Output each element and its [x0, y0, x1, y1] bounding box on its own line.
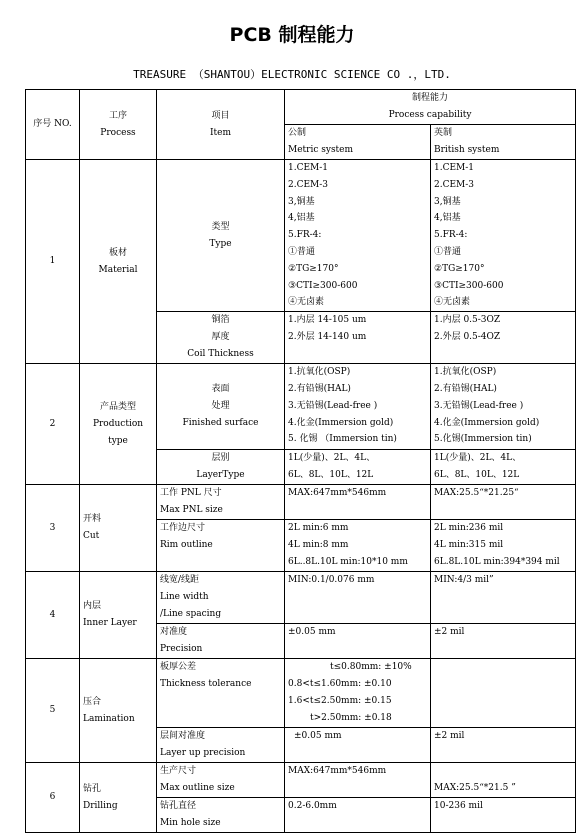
type-metric: 1.CEM-1 2.CEM-3 3,铜基 4,铝基 5.FR-4: ①普通 ②TG≥170° ③CTI≥300-600 ④无卤素: [285, 160, 431, 312]
row-no: 2: [26, 364, 80, 485]
precision-metric: ±0.05 mm: [285, 624, 431, 659]
layer-metric: 1L(少量)、2L、4L、 6L、8L、10L、12L: [285, 450, 431, 485]
hole-metric: 0.2-6.0mm: [285, 798, 431, 833]
layer-precision-british: ±2 mil: [431, 728, 576, 763]
row-no: 6: [26, 763, 80, 833]
outline-metric: MAX:647mm*546mm: [285, 763, 431, 798]
item-precision: 对准度 Precision: [157, 624, 285, 659]
hole-british: 10-236 mil: [431, 798, 576, 833]
thickness-metric: t≤0.80mm: ±10% 0.8<t≤1.60mm: ±0.10 1.6<t≤2.50mm: ±0.15 t>2.50mm: ±0.18: [285, 659, 431, 728]
item-max-outline-size: 生产尺寸 Max outline size: [157, 763, 285, 798]
header-capability: 制程能力 Process capability: [285, 90, 576, 125]
item-type: 类型 Type: [157, 160, 285, 312]
table-row: [26, 659, 576, 728]
rim-british: 2L min:236 mil 4L min:315 mil 6L.8L.10L min:394*394 mil: [431, 520, 576, 572]
row-process: 内层 Inner Layer: [80, 572, 157, 659]
item-coil-thickness: 铜箔 厚度 Coil Thickness: [157, 312, 285, 364]
rim-metric: 2L min:6 mm 4L min:8 mm 6L..8L.10L min:10*10 mm: [285, 520, 431, 572]
pnl-british: MAX:25.5“*21.25“: [431, 485, 576, 520]
table-row: [26, 572, 576, 624]
line-width-metric: MIN:0.1/0.076 mm: [285, 572, 431, 624]
coil-british: 1.内层 0.5-3OZ 2.外层 0.5-4OZ: [431, 312, 576, 364]
row-no: 4: [26, 572, 80, 659]
line-width-british: MIN:4/3 mil”: [431, 572, 576, 624]
type-british: 1.CEM-1 2.CEM-3 3,铜基 4,铝基 5.FR-4: ①普通 ②TG≥170° ③CTI≥300-600 ④无卤素: [431, 160, 576, 312]
row-process: 板材 Material: [80, 160, 157, 364]
table-row: [26, 160, 576, 312]
table-row: [26, 364, 576, 450]
row-no: 1: [26, 160, 80, 364]
row-process: 压合 Lamination: [80, 659, 157, 763]
layer-precision-metric: ±0.05 mm: [285, 728, 431, 763]
item-rim-outline: 工作边尺寸 Rim outline: [157, 520, 285, 572]
item-min-hole-size: 钻孔直径 Min hole size: [157, 798, 285, 833]
thickness-british: [431, 659, 576, 728]
item-layer-type: 层别 LayerType: [157, 450, 285, 485]
surface-british: 1.抗氧化(OSP) 2.有铅锡(HAL) 3.无铅锡(Lead-free ) 4.化金(Immersion gold) 5.化锡(Immersion tin): [431, 364, 576, 450]
pnl-metric: MAX:647mm*546mm: [285, 485, 431, 520]
capability-table-wrapper: [25, 89, 575, 833]
header-item: 项目 Item: [157, 90, 285, 160]
item-thickness-tolerance: 板厚公差 Thickness tolerance: [157, 659, 285, 728]
outline-british: MAX:25.5“*21.5 ”: [431, 763, 576, 798]
table-header-row: [26, 90, 576, 125]
header-british: 英制 British system: [431, 125, 576, 160]
table-row: [26, 763, 576, 798]
company-name: TREASURE （SHANTOU）ELECTRONIC SCIENCE CO .，LTD.: [133, 68, 451, 81]
header-metric: 公制 Metric system: [285, 125, 431, 160]
table-row: [26, 485, 576, 520]
page-title: PCB 制程能力: [229, 24, 355, 46]
item-pnl-size: 工作 PNL 尺寸 Max PNL size: [157, 485, 285, 520]
row-no: 5: [26, 659, 80, 763]
layer-british: 1L(少量)、2L、4L、 6L、8L、10L、12L: [431, 450, 576, 485]
item-finished-surface: 表面 处理 Finished surface: [157, 364, 285, 450]
precision-british: ±2 mil: [431, 624, 576, 659]
surface-metric: 1.抗氧化(OSP) 2.有铅锡(HAL) 3.无铅锡(Lead-free ) 4.化金(Immersion gold) 5. 化锡 （Immersion tin): [285, 364, 431, 450]
row-process: 钻孔 Drilling: [80, 763, 157, 833]
header-process: 工序 Process: [80, 90, 157, 160]
row-no: 3: [26, 485, 80, 572]
row-process: 开料 Cut: [80, 485, 157, 572]
coil-metric: 1.内层 14-105 um 2.外层 14-140 um: [285, 312, 431, 364]
item-line-width: 线宽/线距 Line width /Line spacing: [157, 572, 285, 624]
item-layer-up-precision: 层间对准度 Layer up precision: [157, 728, 285, 763]
header-no: 序号 NO.: [26, 90, 80, 160]
row-process: 产品类型 Production type: [80, 364, 157, 485]
capability-table: [25, 89, 576, 833]
